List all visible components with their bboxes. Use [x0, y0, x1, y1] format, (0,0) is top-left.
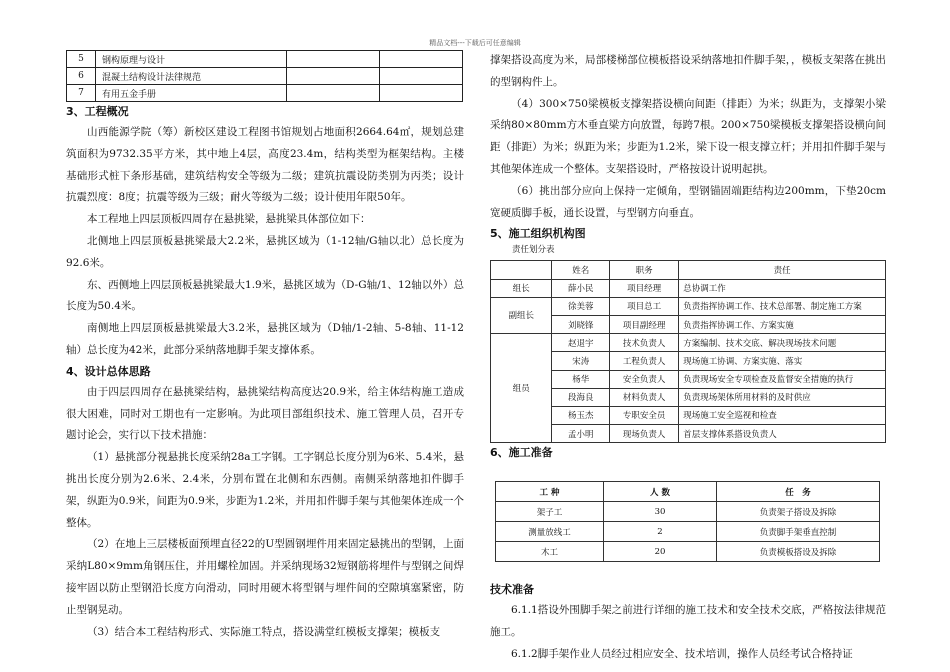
left-column: [66, 50, 464, 643]
worker-count: 20: [604, 542, 717, 562]
person-post: 现场负责人: [610, 425, 679, 443]
design-paragraph: 撑架搭设高度为米，局部楼梯部位模板搭设采纳落地扣件脚手架，，模板支架落在挑出的型钢构件上。: [490, 54, 886, 88]
right-column: [490, 50, 886, 666]
work-type: 木工: [496, 542, 604, 562]
worker-count: 30: [604, 502, 717, 522]
section-6-title: 6、施工准备: [490, 446, 553, 460]
ref-no: 5: [67, 51, 96, 68]
design-paragraph: （2）在地上三层楼板面预埋直径22的U型圆钢埋件用来固定悬挑出的型钢，上面采纳L80×9mm角钢压住，并用螺栓加固。并采纳现场32短钢筋将埋件与型钢之间焊接牢固以防止型钢沿长度方向滑动，同时用硬木将型钢与埋件间的空隙填塞紧密，防止型钢晃动。: [66, 538, 464, 616]
person-post: 专职安全员: [610, 406, 679, 424]
role-label: 组员: [491, 334, 552, 443]
design-paragraph: （1）悬挑部分视悬挑长度采纳28a工字钢。工字钢总长度分别为6米、5.4米，悬挑出长度分别为2.6米、2.4米，分别布置在北侧和东西侧。南侧采纳落地扣件脚手架，纵距为0.9米，间距为0.9米，步距为1.2米，并用扣件脚手架与其他架体连成一个整体。: [66, 451, 464, 529]
header-cell: [491, 261, 552, 279]
header-cell: 职务: [610, 261, 679, 279]
person-post: 工程负责人: [610, 352, 679, 370]
person-duty: 负责现场安全专项检查及监督安全措施的执行: [679, 370, 886, 388]
ref-empty: [380, 68, 463, 85]
ref-empty: [287, 51, 380, 68]
table-row: [496, 542, 880, 562]
person-post: 项目经理: [610, 279, 679, 297]
work-type: 架子工: [496, 502, 604, 522]
person-name: 孟小明: [552, 425, 610, 443]
work-type: 测量放线工: [496, 522, 604, 542]
person-name: 徐美蓉: [552, 297, 610, 315]
person-duty: 负责指挥协调工作、技术总部署、制定施工方案: [679, 297, 886, 315]
person-duty: 负责指挥协调工作、方案实施: [679, 315, 886, 333]
ref-no: 7: [67, 85, 96, 102]
ref-empty: [287, 85, 380, 102]
header-cell: 责任: [679, 261, 886, 279]
person-post: 项目总工: [610, 297, 679, 315]
overview-paragraph: 本工程地上四层顶板四周存在悬挑梁，悬挑梁具体部位如下：: [87, 213, 371, 226]
ref-empty: [287, 68, 380, 85]
table-header-row: [496, 482, 880, 502]
person-duty: 现场施工安全巡视和检查: [679, 406, 886, 424]
person-duty: 现场施工协调、方案实施、落实: [679, 352, 886, 370]
person-duty: 首层支撑体系搭设负责人: [679, 425, 886, 443]
person-duty: 方案编制、技术交底、解决现场技术问题: [679, 334, 886, 352]
design-paragraph: （6）挑出部分应向上保持一定倾角，型钢锚固端距结构边200mm，下垫20cm宽硬质脚手板，通长设置，与型钢方向垂直。: [490, 184, 886, 219]
table-row: [491, 334, 886, 352]
person-post: 材料负责人: [610, 388, 679, 406]
ref-empty: [380, 85, 463, 102]
page-header: 精品文档---下载后可任意编辑: [429, 39, 521, 47]
section-3-title: 3、工程概况: [66, 105, 129, 118]
table-row: [67, 68, 463, 85]
table-row: [496, 522, 880, 542]
table-header-row: [491, 261, 886, 279]
person-duty: 负责现场架体所用材料的及时供应: [679, 388, 886, 406]
table-row: [491, 279, 886, 297]
worker-count: 2: [604, 522, 717, 542]
overview-paragraph: 山西能源学院（筹）新校区建设工程图书馆规划占地面积2664.64㎡，规划总建筑面积为9732.35平方米，其中地上4层，高度23.4m，结构类型为框架结构。主楼基础形式桩下条形基础，建筑结构安全等级为二级；建筑抗震设防类别为丙类；设计抗震烈度：8度；抗震等级为三级；耐火等级为二级；设计使用年限50年。: [66, 126, 464, 204]
header-cell: 人 数: [604, 482, 717, 502]
table-row: [67, 85, 463, 102]
person-name: 段海良: [552, 388, 610, 406]
person-name: 宋涛: [552, 352, 610, 370]
table-row: [496, 502, 880, 522]
tech-paragraph: 6.1.1搭设外围脚手架之前进行详细的施工技术和安全技术交底，严格按法律规范施工。: [490, 604, 886, 639]
design-paragraph: （3）结合本工程结构形式、实际施工特点，搭设满堂红模板支撑架；模板支: [87, 625, 441, 638]
tech-paragraph: 6.1.2脚手架作业人员经过相应安全、技术培训，操作人员经考试合格持证: [511, 647, 853, 660]
person-duty: 总协调工作: [679, 279, 886, 297]
person-name: 薛小民: [552, 279, 610, 297]
person-name: 杨华: [552, 370, 610, 388]
section-4-title: 4、设计总体思路: [66, 364, 151, 378]
person-name: 赵退宇: [552, 334, 610, 352]
design-paragraph: （4）300×750梁模板支撑架搭设横向间距（排距）为米；纵距为，支撑架小梁采纳80×80mm方木垂直梁方向放置，每跨7根。200×750梁模板支撑架搭设横向间距（排距）为米；纵距为米；步距为1.2米，梁下设一根支撑立杆；并用扣件脚手架与其他架体连成一个整体。支架搭设时，严格按设计说明起拱。: [490, 97, 886, 175]
ref-name: 钢构原理与设计: [96, 51, 287, 68]
header-cell: 姓名: [552, 261, 610, 279]
ref-name: 有用五金手册: [96, 85, 287, 102]
header-cell: 工 种: [496, 482, 604, 502]
ref-no: 6: [67, 68, 96, 85]
overview-paragraph: 东、西侧地上四层顶板悬挑梁最大1.9米，悬挑区域为（D-G轴/1、12轴以外）总长度为50.4米。: [66, 278, 464, 313]
header-cell: 任 务: [717, 482, 880, 502]
person-post: 技术负责人: [610, 334, 679, 352]
table-caption: 责任划分表: [512, 245, 555, 256]
person-name: 刘晓锋: [552, 315, 610, 333]
tech-prep-title: 技术准备: [490, 583, 534, 597]
role-label: 组长: [491, 279, 552, 297]
reference-table: [66, 50, 463, 102]
work-task: 负责架子搭设及拆除: [717, 502, 880, 522]
design-paragraph: 由于四层四周存在悬挑梁结构，悬挑梁结构高度达20.9米，给主体结构施工造成很大困难，同时对工期也有一定影响。为此项目部组织技术、施工管理人员，召开专题讨论会，实行以下技术措施：: [66, 385, 464, 442]
work-task: 负责脚手架垂直控制: [717, 522, 880, 542]
work-task: 负责模板搭设及拆除: [717, 542, 880, 562]
ref-empty: [380, 51, 463, 68]
section-5-title: 5、施工组织机构图: [490, 227, 586, 241]
responsibility-table: [490, 260, 886, 443]
table-row: [67, 51, 463, 68]
role-label: 副组长: [491, 297, 552, 333]
staffing-table: [495, 481, 880, 562]
ref-name: 混凝土结构设计法律规范: [96, 68, 287, 85]
person-post: 安全负责人: [610, 370, 679, 388]
person-post: 项目副经理: [610, 315, 679, 333]
overview-paragraph: 北侧地上四层顶板悬挑梁最大2.2米，悬挑区域为（1-12轴/G轴以北）总长度为92.6米。: [66, 234, 464, 269]
overview-paragraph: 南侧地上四层顶板悬挑梁最大3.2米，悬挑区域为（D轴/1-2轴、5-8轴、11-12轴）总长度为42米，此部分采纳落地脚手架支撑体系。: [66, 322, 464, 356]
person-name: 杨玉杰: [552, 406, 610, 424]
table-row: [491, 297, 886, 315]
